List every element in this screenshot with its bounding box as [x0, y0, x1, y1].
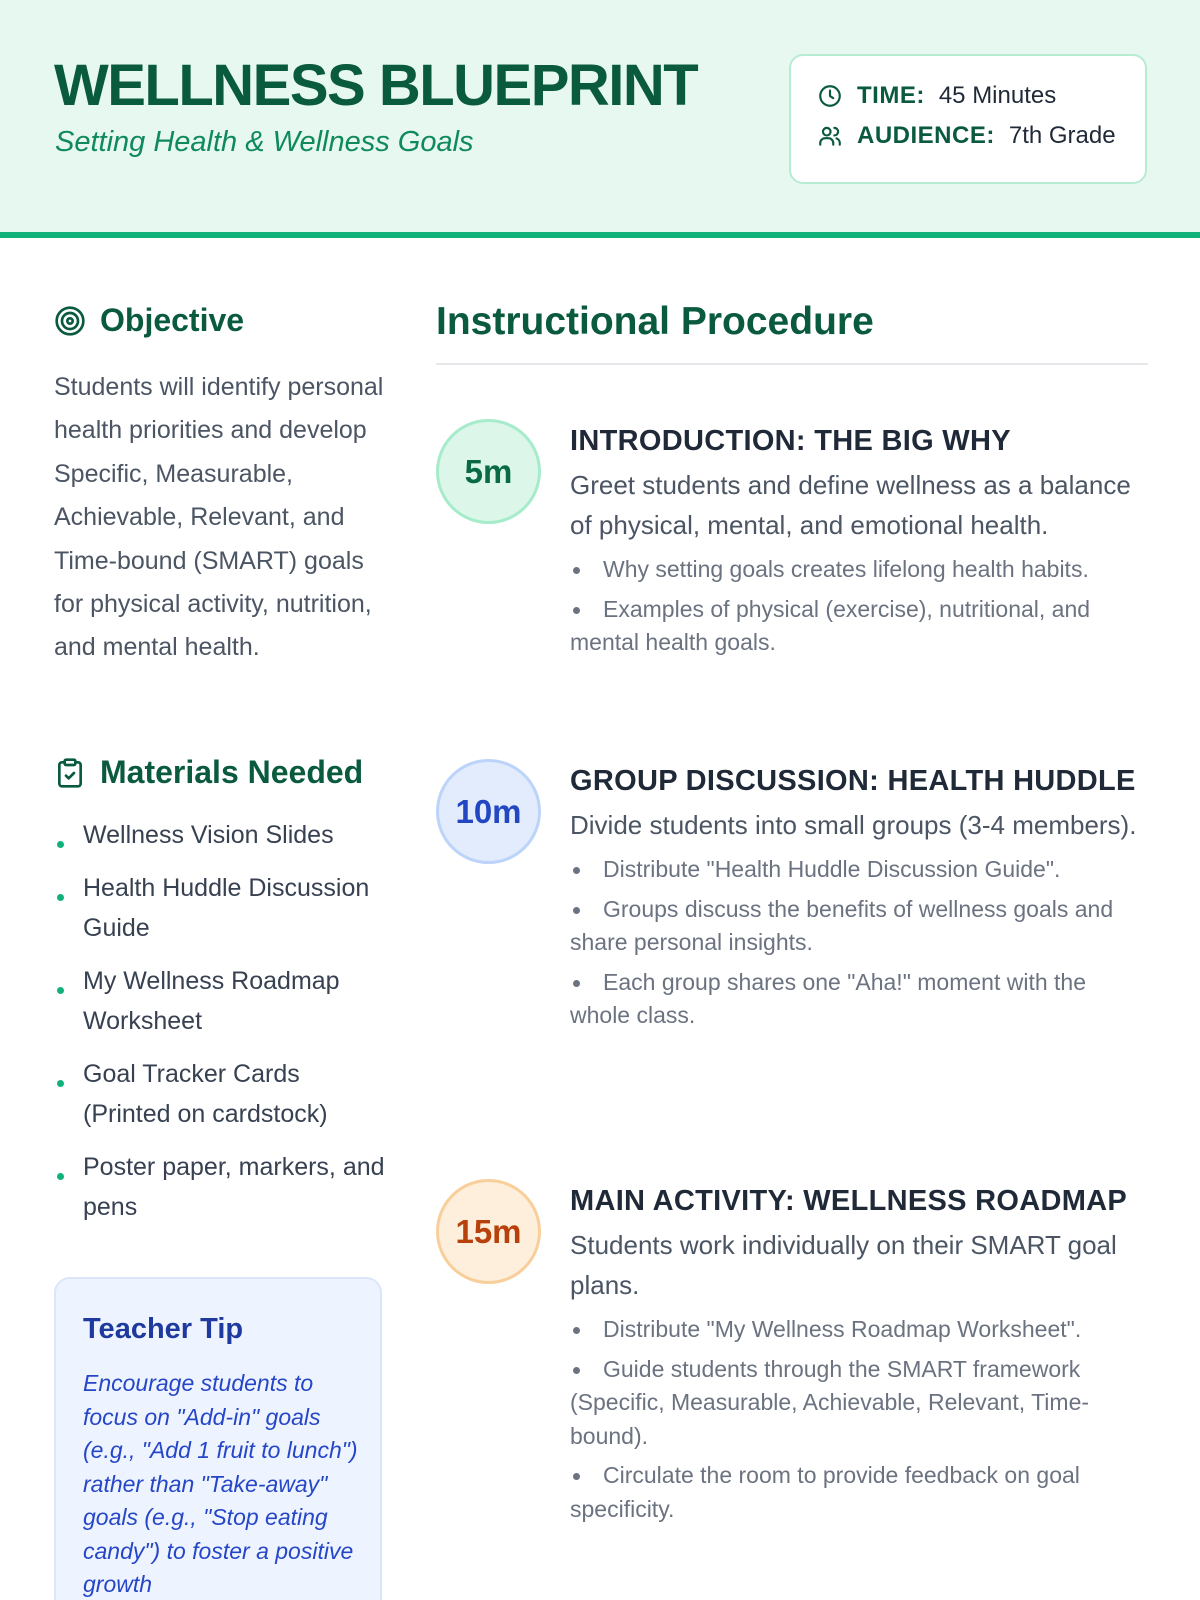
bullet-text: Distribute "My Wellness Roadmap Worksheet". — [603, 1316, 1082, 1342]
material-label: Poster paper, markers, and pens — [83, 1153, 385, 1221]
list-item — [54, 815, 394, 855]
bullet-icon — [573, 980, 580, 987]
bullet-icon — [573, 907, 580, 914]
list-item — [570, 1353, 1148, 1454]
time-label: TIME: — [857, 82, 925, 109]
teacher-tip-title: Teacher Tip — [83, 1313, 244, 1345]
bullet-icon — [57, 1080, 64, 1087]
bullet-text: Circulate the room to provide feedback on goal specificity. — [570, 1462, 1080, 1522]
target-icon — [54, 305, 86, 337]
step-body — [570, 419, 1148, 666]
materials-heading — [54, 754, 363, 791]
step-title: MAIN ACTIVITY: WELLNESS ROADMAP — [570, 1185, 1128, 1217]
objective-text: Students will identify personal health priorities and develop Specific, Measurable, Achievable, Relevant, and Time-bound (SMART) goals for physical activity, nutrition, and mental health. — [54, 373, 384, 662]
teacher-tip-text: Encourage students to focus on "Add-in" goals (e.g., "Add 1 fruit to lunch") rather than "Take-away" goals (e.g., "Stop eating candy") to foster a positive growth — [83, 1370, 358, 1597]
audience-value: 7th Grade — [1008, 122, 1116, 149]
bullet-icon — [573, 607, 580, 614]
list-item — [54, 961, 394, 1041]
material-label: My Wellness Roadmap Worksheet — [83, 967, 340, 1035]
bullet-icon — [57, 1173, 64, 1180]
step-bullets — [570, 853, 1148, 1033]
list-item — [570, 553, 1148, 587]
bullet-icon — [573, 1367, 580, 1374]
users-icon — [817, 123, 843, 149]
step-body — [570, 1179, 1148, 1532]
bullet-icon — [57, 841, 64, 848]
page-title: WELLNESS BLUEPRINT — [54, 53, 698, 118]
step-body — [570, 759, 1148, 1039]
clock-icon — [817, 83, 843, 109]
list-item — [570, 1459, 1148, 1526]
step-bullets — [570, 1313, 1148, 1526]
bullet-icon — [573, 567, 580, 574]
bullet-text: Groups discuss the benefits of wellness goals and share personal insights. — [570, 895, 1114, 955]
bullet-text: Guide students through the SMART framework (Specific, Measurable, Achievable, Relevant, Time-bound). — [570, 1355, 1090, 1449]
list-item — [54, 868, 394, 948]
material-label: Goal Tracker Cards (Printed on cardstock) — [83, 1060, 328, 1128]
step-time-badge: 5m — [436, 419, 541, 524]
step-title: INTRODUCTION: THE BIG WHY — [570, 425, 1011, 457]
step-description: Greet students and define wellness as a balance of physical, mental, and emotional health. — [570, 470, 1131, 540]
bullet-icon — [573, 1327, 580, 1334]
list-item — [570, 853, 1148, 887]
bullet-icon — [57, 894, 64, 901]
step-description: Divide students into small groups (3-4 members). — [570, 810, 1137, 840]
list-item — [54, 1054, 394, 1134]
bullet-text: Why setting goals creates lifelong health habits. — [603, 556, 1089, 582]
objective-heading — [54, 302, 244, 339]
step-bullets — [570, 553, 1148, 660]
header-banner — [0, 0, 1200, 238]
bullet-icon — [573, 1473, 580, 1480]
lesson-meta-card — [789, 54, 1147, 184]
objective-heading-label: Objective — [100, 302, 245, 338]
list-item — [570, 966, 1148, 1033]
step-description: Students work individually on their SMART goal plans. — [570, 1230, 1117, 1300]
teacher-tip-card — [54, 1277, 382, 1600]
bullet-icon — [573, 867, 580, 874]
bullet-text: Each group shares one "Aha!" moment with the whole class. — [570, 968, 1086, 1028]
time-row — [817, 82, 1056, 110]
step-title: GROUP DISCUSSION: HEALTH HUDDLE — [570, 765, 1136, 797]
list-item — [570, 1313, 1148, 1347]
time-value: 45 Minutes — [938, 82, 1057, 109]
page-subtitle: Setting Health & Wellness Goals — [55, 126, 474, 158]
bullet-text: Examples of physical (exercise), nutritional, and mental health goals. — [570, 595, 1091, 655]
procedure-divider — [436, 363, 1148, 365]
procedure-title: Instructional Procedure — [436, 300, 874, 343]
bullet-text: Distribute "Health Huddle Discussion Guide". — [603, 856, 1061, 882]
list-item — [570, 893, 1148, 960]
material-label: Health Huddle Discussion Guide — [83, 874, 370, 942]
materials-list — [54, 815, 394, 1240]
step-time-badge: 10m — [436, 759, 541, 864]
bullet-icon — [57, 987, 64, 994]
list-item — [570, 593, 1148, 660]
materials-heading-label: Materials Needed — [100, 754, 364, 790]
audience-label: AUDIENCE: — [857, 122, 995, 149]
audience-row — [817, 122, 1116, 150]
material-label: Wellness Vision Slides — [83, 821, 334, 849]
list-item — [54, 1147, 394, 1227]
step-time-badge: 15m — [436, 1179, 541, 1284]
clipboard-check-icon — [54, 757, 86, 789]
